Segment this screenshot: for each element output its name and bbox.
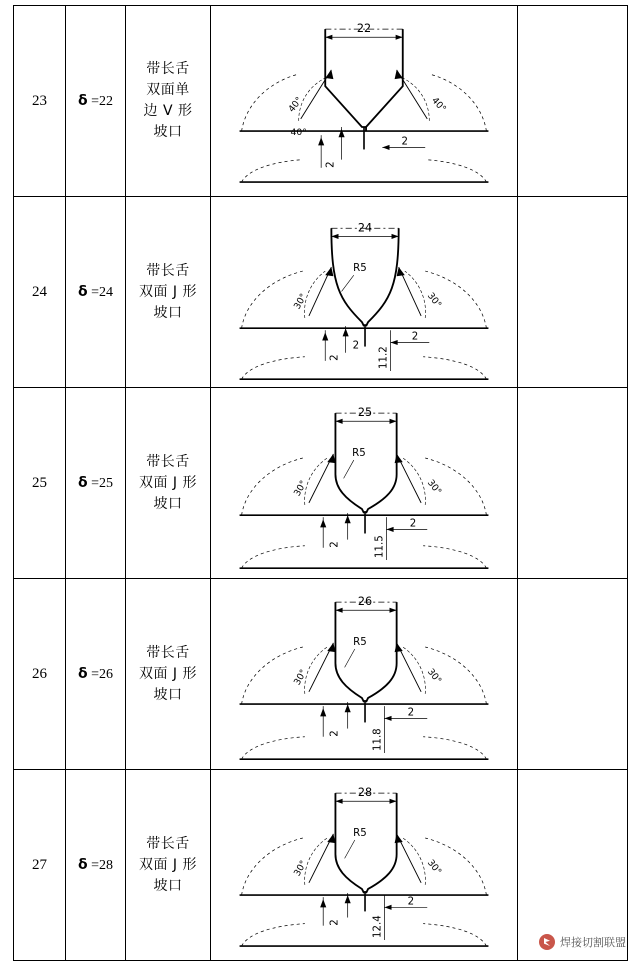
delta-symbol: δ [77, 283, 88, 300]
groove-diagram-24 [211, 197, 517, 387]
groove-name-line: 带长舌 [146, 453, 190, 470]
thickness-cell [66, 388, 126, 579]
dim-root-gap: 2 [329, 919, 341, 926]
groove-figure-cell [211, 6, 518, 197]
empty-cell [518, 6, 628, 197]
groove-name-line: 带长舌 [146, 644, 190, 661]
groove-figure-cell [211, 197, 518, 388]
groove-name-line: 双面单 [146, 82, 190, 98]
dim-root-gap: 2 [329, 541, 341, 548]
dim-angle-inner-left: 40° [290, 127, 307, 139]
groove-name-line: 双面 J 形 [138, 474, 198, 491]
groove-diagram-25 [211, 388, 517, 578]
groove-figure-cell [211, 579, 518, 770]
groove-name-line: 坡口 [153, 304, 183, 321]
dim-angle-left: 30° [291, 478, 310, 499]
groove-name-line: 带长舌 [146, 835, 190, 852]
groove-name-line: 双面 J 形 [138, 856, 198, 873]
dim-angle-right: 30° [424, 666, 444, 687]
dim-angle-right: 40° [429, 95, 449, 115]
delta-symbol: δ [77, 92, 88, 109]
groove-name-line: 坡口 [153, 495, 183, 512]
dim-top-width: 22 [356, 22, 372, 36]
delta-value: =28 [91, 857, 114, 873]
delta-value: =26 [91, 666, 114, 682]
groove-name [126, 6, 211, 197]
thickness-cell [66, 579, 126, 770]
dim-root-gap: 2 [325, 161, 337, 168]
groove-spec-table [13, 5, 628, 961]
row-number: 24 [14, 197, 66, 388]
dim-angle-left: 40° [286, 94, 305, 115]
groove-name [126, 770, 211, 961]
dim-root-face: 2 [407, 707, 415, 719]
groove-name-line: 带长舌 [146, 61, 190, 77]
groove-name [126, 579, 211, 770]
dim-radius: R5 [353, 263, 367, 275]
dim-land: 2 [401, 136, 409, 148]
table-row [14, 579, 628, 770]
dim-top-width: 24 [357, 221, 373, 235]
delta-value: =25 [91, 475, 114, 491]
groove-name-line: 坡口 [153, 877, 183, 894]
row-number: 23 [14, 6, 66, 197]
dim-root-gap: 2 [329, 730, 341, 737]
groove-diagram-23 [211, 6, 517, 196]
table-row [14, 197, 628, 388]
dim-top-width: 25 [357, 406, 373, 420]
thickness-cell [66, 6, 126, 197]
thickness-cell [66, 770, 126, 961]
empty-cell [518, 197, 628, 388]
groove-diagram-27 [211, 770, 517, 960]
row-number: 27 [14, 770, 66, 961]
dim-angle-left: 30° [291, 667, 310, 688]
table-row [14, 388, 628, 579]
dim-depth: 11.2 [378, 346, 390, 370]
dim-radius: R5 [353, 636, 367, 648]
dim-top-width: 26 [357, 595, 373, 609]
groove-name-line: 双面 J 形 [138, 283, 198, 300]
groove-name [126, 197, 211, 388]
dim-radius: R5 [352, 447, 366, 459]
weld-logo-icon [539, 934, 555, 950]
watermark-text: 焊接切割联盟 [560, 936, 626, 949]
dim-angle-right: 30° [424, 290, 444, 311]
table-row [14, 6, 628, 197]
groove-name-line: 边 V 形 [143, 103, 193, 119]
dim-angle-right: 30° [424, 477, 444, 498]
thickness-cell [66, 197, 126, 388]
dim-root-face: 2 [407, 896, 415, 908]
groove-name-line: 双面 J 形 [138, 665, 198, 682]
delta-symbol: δ [77, 856, 88, 873]
groove-name-line: 带长舌 [146, 262, 190, 279]
delta-value: =22 [91, 93, 114, 109]
dim-root-gap: 2 [329, 354, 341, 361]
dim-radius: R5 [353, 827, 367, 839]
empty-cell [518, 388, 628, 579]
delta-value: =24 [91, 284, 114, 300]
dim-depth: 11.5 [374, 535, 386, 558]
delta-symbol: δ [77, 665, 88, 682]
row-number: 25 [14, 388, 66, 579]
dim-angle-left: 30° [291, 291, 310, 312]
dim-depth: 11.8 [372, 728, 384, 752]
dim-depth-top: 2 [411, 331, 419, 343]
groove-figure-cell [211, 770, 518, 961]
empty-cell [518, 770, 628, 961]
dim-angle-right: 30° [424, 857, 444, 878]
watermark [539, 934, 626, 950]
delta-symbol: δ [77, 474, 88, 491]
groove-name-line: 坡口 [153, 686, 183, 703]
groove-diagram-26 [211, 579, 517, 769]
dim-angle-left: 30° [291, 858, 310, 879]
table-row [14, 770, 628, 961]
row-number: 26 [14, 579, 66, 770]
dim-root-face: 2 [409, 518, 417, 530]
dim-depth: 12.4 [372, 915, 384, 938]
dim-top-width: 28 [357, 786, 373, 800]
groove-name-line: 坡口 [153, 124, 183, 140]
empty-cell [518, 579, 628, 770]
dim-root-face: 2 [352, 340, 360, 352]
groove-name [126, 388, 211, 579]
groove-figure-cell [211, 388, 518, 579]
